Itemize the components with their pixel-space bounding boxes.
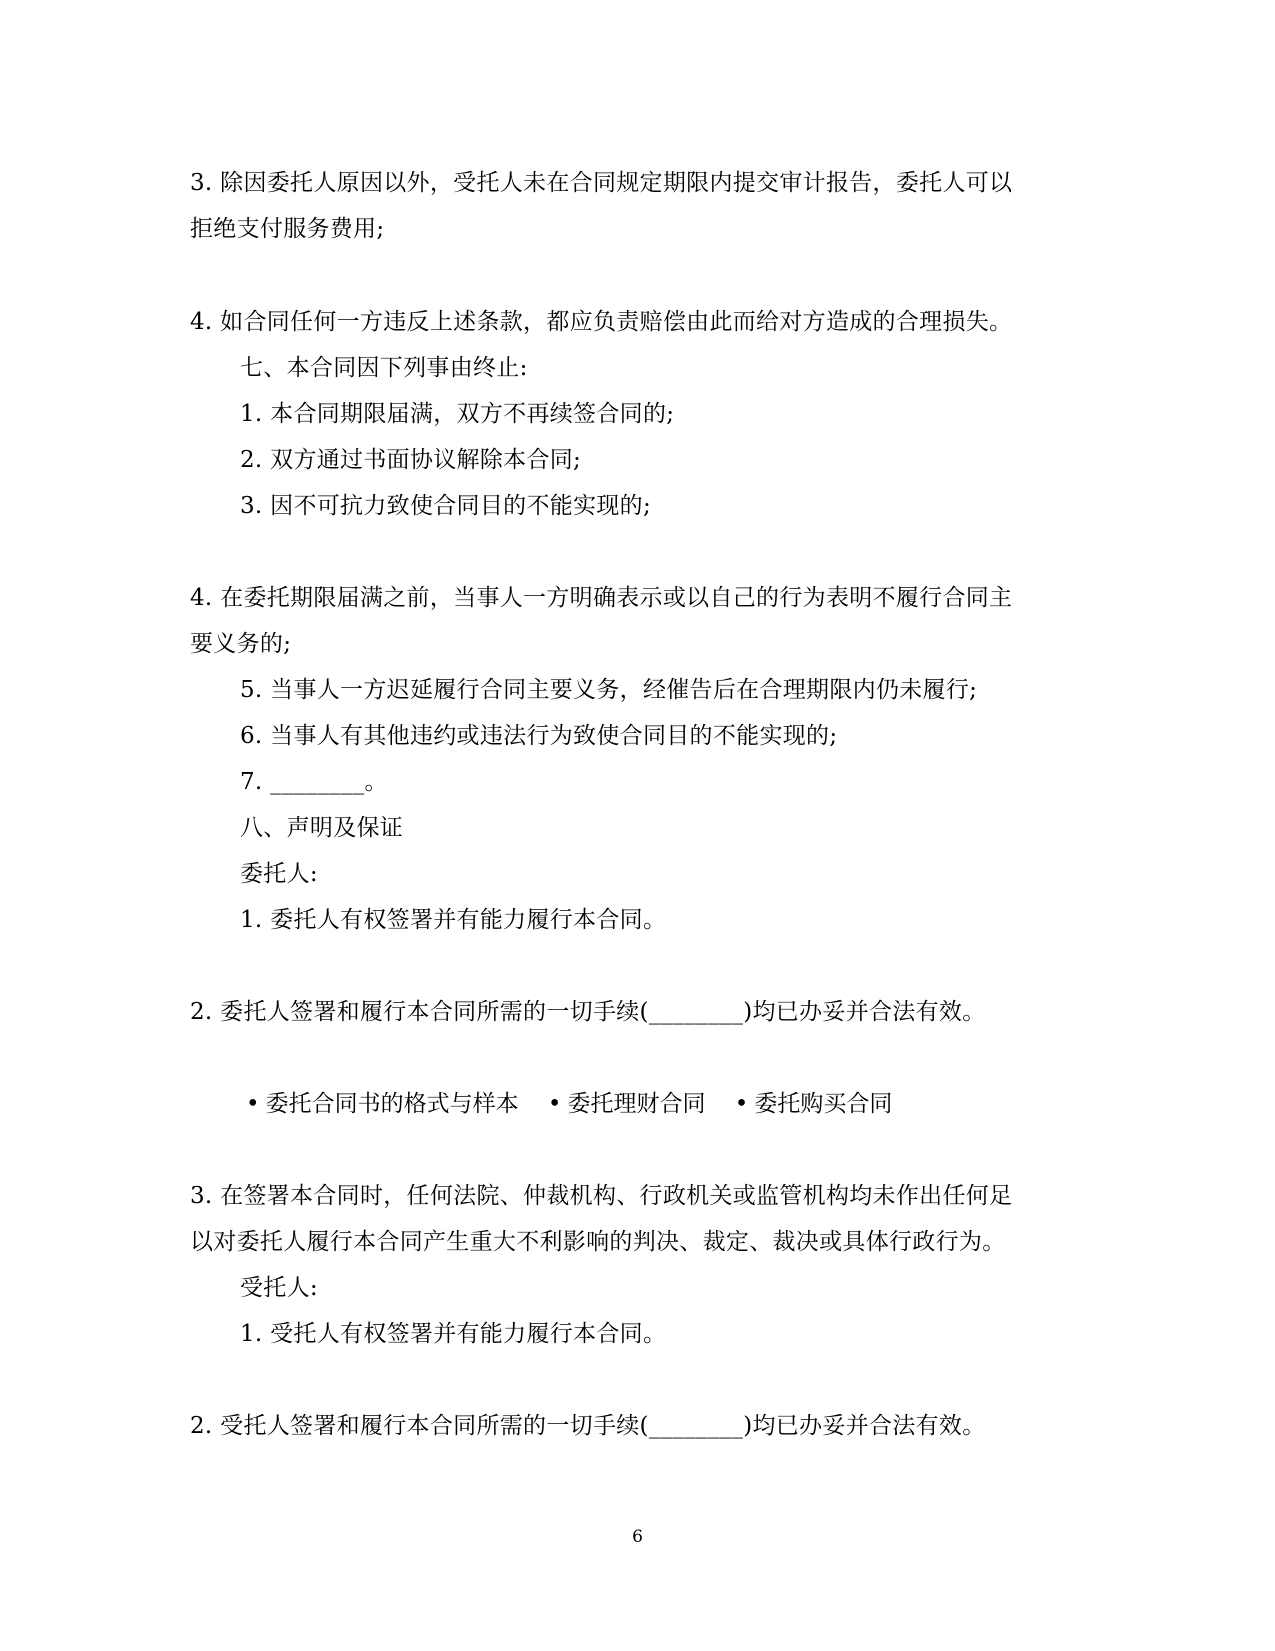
related-links [246,1089,914,1119]
clause-7-1: 1. 本合同期限届满，双方不再续签合同的; [240,401,675,427]
related-link-label[interactable]: 委托购买合同 [754,1091,893,1117]
related-link[interactable] [246,1089,519,1119]
section-7-heading: 七、本合同因下列事由终止: [240,355,528,381]
principal-clause-2: 2. 委托人签署和履行本合同所需的一切手续(________)均已办妥并合法有效。 [190,999,986,1025]
related-link[interactable] [548,1089,706,1119]
agent-clause-1: 1. 受托人有权签署并有能力履行本合同。 [240,1321,667,1347]
related-link-label[interactable]: 委托理财合同 [567,1091,706,1117]
clause-6-3-line-1: 3. 除因委托人原因以外，受托人未在合同规定期限内提交审计报告，委托人可以 [190,170,1013,196]
principal-clause-3-line-1: 3. 在签署本合同时，任何法院、仲裁机构、行政机关或监管机构均未作出任何足 [190,1183,1013,1209]
principal-heading: 委托人: [240,861,318,887]
related-link-label[interactable]: 委托合同书的格式与样本 [265,1091,519,1117]
bullet-icon: • [547,1091,562,1117]
clause-7-4-line-1: 4. 在委托期限届满之前，当事人一方明确表示或以自己的行为表明不履行合同主 [190,585,1013,611]
principal-clause-1: 1. 委托人有权签署并有能力履行本合同。 [240,907,667,933]
bullet-icon: • [246,1091,260,1117]
agent-heading: 受托人: [240,1275,318,1301]
clause-6-3-line-2: 拒绝支付服务费用; [190,216,385,242]
clause-6-4: 4. 如合同任何一方违反上述条款，都应负责赔偿由此而给对方造成的合理损失。 [190,309,1013,335]
clause-7-4-line-2: 要义务的; [190,631,292,657]
clause-7-6: 6. 当事人有其他违约或违法行为致使合同目的不能实现的; [240,723,838,749]
page-number: 6 [632,1527,643,1547]
section-8-heading: 八、声明及保证 [240,815,404,841]
clause-7-2: 2. 双方通过书面协议解除本合同; [240,447,582,473]
bullet-icon: • [734,1091,749,1117]
principal-clause-3-line-2: 以对委托人履行本合同产生重大不利影响的判决、裁定、裁决或具体行政行为。 [190,1229,1006,1255]
clause-7-5: 5. 当事人一方迟延履行合同主要义务，经催告后在合理期限内仍未履行; [240,677,978,703]
clause-7-7: 7. ________。 [240,769,388,795]
related-link[interactable] [735,1089,893,1119]
agent-clause-2: 2. 受托人签署和履行本合同所需的一切手续(________)均已办妥并合法有效。 [190,1413,986,1439]
clause-7-3: 3. 因不可抗力致使合同目的不能实现的; [240,493,652,519]
